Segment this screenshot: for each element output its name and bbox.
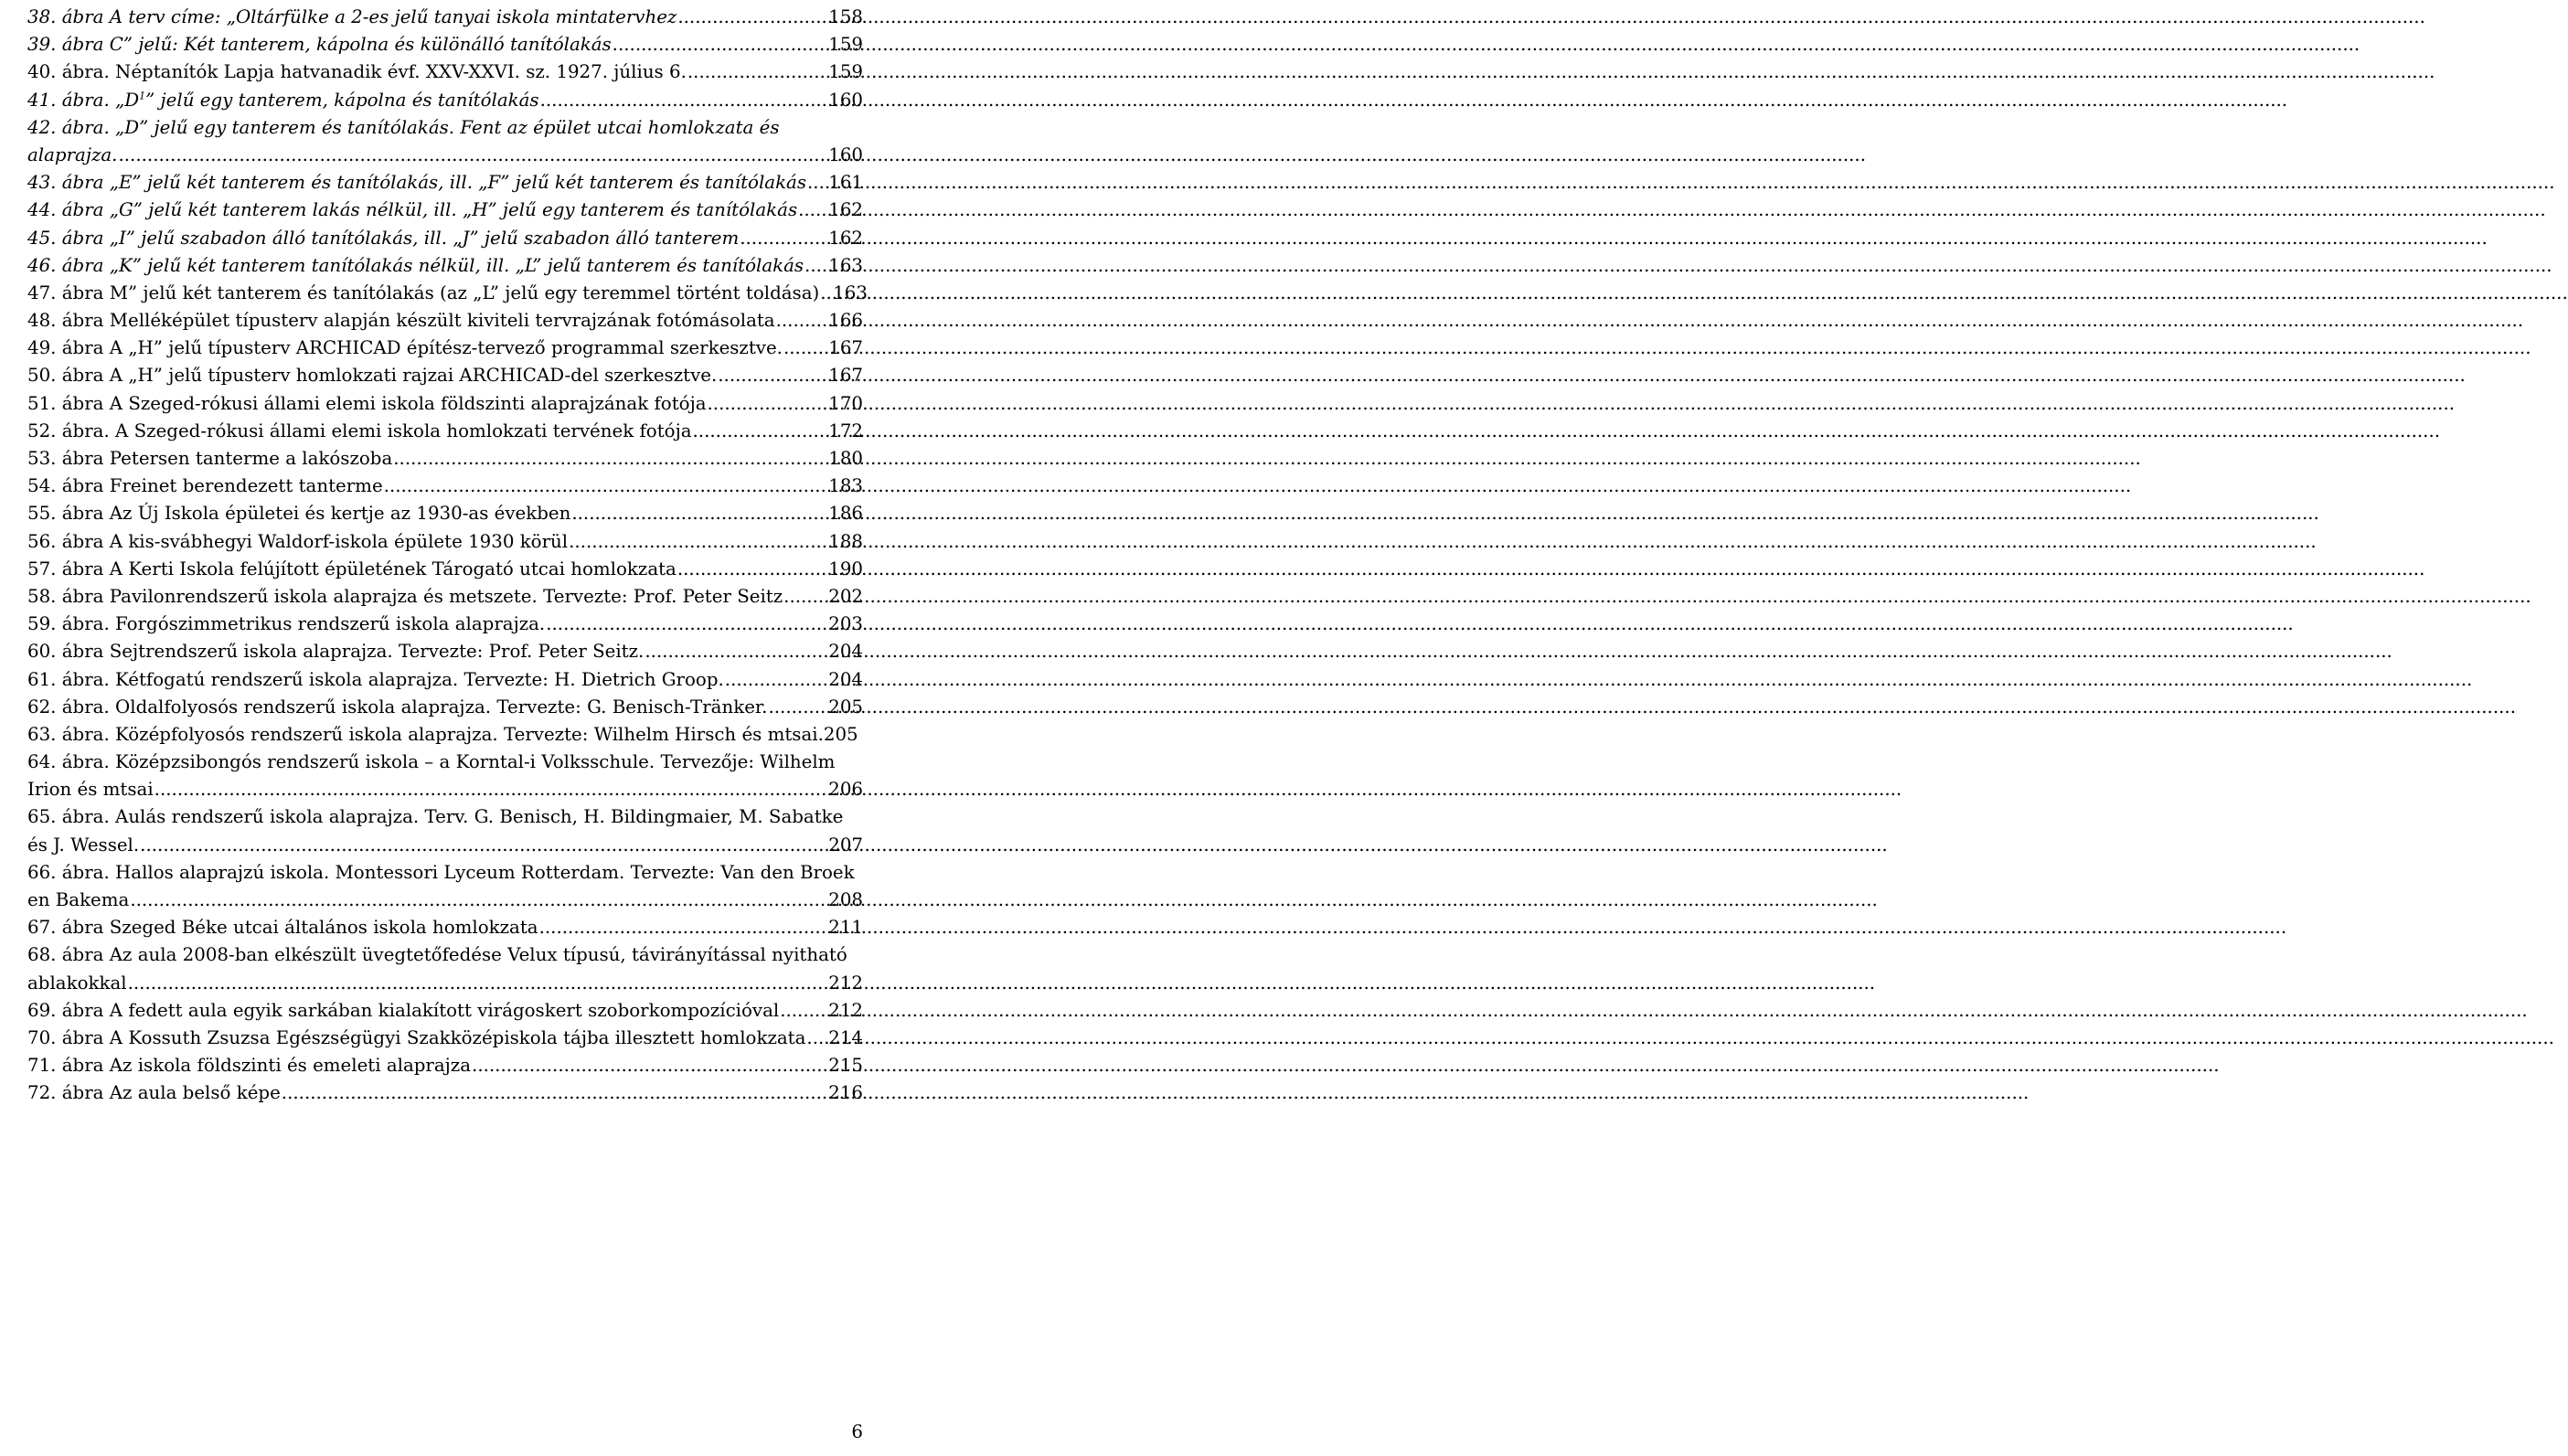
toc-entry[interactable] bbox=[27, 694, 863, 721]
entry-title: 49. ábra A „H” jelű típusterv ARCHICAD építész-tervező programmal szerkesztve. bbox=[27, 337, 783, 359]
dot-leader bbox=[540, 87, 827, 114]
entry-title: 47. ábra M” jelű két tanterem és tanítólakás (az „L” jelű egy teremmel történt toldása) bbox=[27, 282, 820, 303]
dot-leader bbox=[740, 225, 826, 252]
toc-entry[interactable] bbox=[27, 556, 863, 583]
toc-entry[interactable] bbox=[27, 445, 863, 473]
entry-title bbox=[27, 87, 539, 114]
entry-page-number: 159 bbox=[828, 61, 863, 83]
dot-leader bbox=[130, 887, 826, 914]
dot-leader bbox=[783, 583, 826, 611]
entry-title-line1: 66. ábra. Hallos alaprajzú iskola. Montessori Lyceum Rotterdam. Tervezte: Van den Broek bbox=[27, 861, 855, 883]
entry-title: 71. ábra Az iskola földszinti és emeleti alaprajza bbox=[27, 1055, 472, 1077]
entry-page-number: 170 bbox=[828, 392, 863, 414]
entry-page-number: 180 bbox=[828, 448, 863, 469]
entry-page-number: 162 bbox=[828, 199, 863, 221]
toc-entry[interactable] bbox=[27, 500, 863, 527]
dot-leader bbox=[155, 776, 827, 803]
entry-title-line1: 65. ábra. Aulás rendszerű iskola alaprajza. Terv. G. Benisch, H. Bildingmaier, M. Sabatke bbox=[27, 806, 844, 828]
entry-page-number: 206 bbox=[828, 779, 863, 801]
entry-title: 57. ábra A Kerti Iskola felújított épületének Tárogató utcai homlokzata bbox=[27, 558, 677, 579]
dot-leader bbox=[806, 1025, 826, 1052]
entry-title: 69. ábra A fedett aula egyik sarkában kialakított virágoskert szoborkompozícióval bbox=[27, 999, 780, 1021]
dot-leader bbox=[693, 418, 827, 445]
dot-leader bbox=[820, 280, 831, 307]
entry-page-number: 208 bbox=[828, 889, 863, 910]
dot-leader bbox=[677, 4, 826, 31]
toc-entry[interactable] bbox=[27, 1025, 863, 1052]
toc-entry[interactable] bbox=[27, 390, 863, 418]
entry-title: 46. ábra „K” jelű két tanterem tanítólakás nélkül, ill. „L” jelű tanterem és tanítólakás bbox=[27, 254, 804, 276]
entry-page-number: 205 bbox=[823, 723, 858, 745]
dot-leader bbox=[140, 832, 826, 859]
entry-page-number: 166 bbox=[828, 310, 863, 332]
entry-title: 53. ábra Petersen tanterme a lakószoba bbox=[27, 448, 393, 469]
entry-page-number: 212 bbox=[828, 972, 863, 994]
entry-title-line2: Irion és mtsai bbox=[27, 779, 154, 801]
dot-leader bbox=[546, 611, 826, 638]
toc-entry[interactable] bbox=[27, 473, 863, 500]
dot-leader bbox=[783, 335, 826, 362]
toc-entry[interactable] bbox=[27, 859, 863, 914]
entry-page-number: 159 bbox=[828, 34, 863, 56]
toc-entry[interactable] bbox=[27, 335, 863, 362]
entry-page-number: 167 bbox=[828, 365, 863, 387]
dot-leader bbox=[776, 307, 827, 335]
entry-page-number: 163 bbox=[828, 254, 863, 276]
dot-leader bbox=[708, 390, 827, 418]
entry-title: 48. ábra Melléképület típusterv alapján készült kiviteli tervrajzának fotómásolata bbox=[27, 310, 775, 332]
entry-page-number: 216 bbox=[828, 1082, 863, 1104]
dot-leader bbox=[393, 445, 826, 473]
dot-leader bbox=[798, 197, 826, 224]
entry-title: 70. ábra A Kossuth Zsuzsa Egészségügyi Szakközépiskola tájba illesztett homlokzata bbox=[27, 1026, 806, 1048]
entry-page-number: 205 bbox=[828, 696, 863, 717]
page-number: 6 bbox=[851, 1421, 863, 1442]
entry-page-number: 188 bbox=[828, 530, 863, 552]
entry-page-number: 203 bbox=[828, 613, 863, 635]
entry-title: 61. ábra. Kétfogatú rendszerű iskola alaprajza. Tervezte: H. Dietrich Groop. bbox=[27, 668, 724, 690]
toc-entry[interactable] bbox=[27, 941, 863, 996]
entry-page-number: 186 bbox=[828, 503, 863, 525]
entry-page-number: 207 bbox=[828, 834, 863, 856]
dot-leader bbox=[687, 58, 826, 86]
entry-title-line2: ablakokkal bbox=[27, 972, 127, 994]
dot-leader bbox=[384, 473, 827, 500]
entry-title-line1: 42. ábra. „D” jelű egy tanterem és tanítólakás. Fent az épület utcai homlokzata és bbox=[27, 116, 780, 138]
toc-entry[interactable] bbox=[27, 749, 863, 803]
entry-title: 62. ábra. Oldalfolyosós rendszerű iskola alaprajza. Tervezte: G. Benisch-Tränker. bbox=[27, 696, 768, 717]
figure-list bbox=[27, 4, 868, 1108]
entry-title: 56. ábra A kis-svábhegyi Waldorf-iskola épülete 1930 körül bbox=[27, 530, 569, 552]
dot-leader bbox=[569, 528, 826, 556]
entry-page-number: 160 bbox=[828, 89, 863, 111]
toc-entry[interactable] bbox=[27, 418, 863, 445]
entry-title: 40. ábra. Néptanítók Lapja hatvanadik évf. XXV-XXVI. sz. 1927. július 6. bbox=[27, 61, 687, 83]
dot-leader bbox=[613, 31, 827, 58]
entry-title-line1: 68. ábra Az aula 2008-ban elkészült üvegtetőfedése Velux típusú, távirányítással nyitható bbox=[27, 944, 847, 966]
entry-page-number: 160 bbox=[828, 143, 863, 165]
dot-leader bbox=[282, 1079, 826, 1107]
entry-page-number: 158 bbox=[828, 6, 863, 27]
toc-entry[interactable] bbox=[27, 58, 863, 86]
toc-entry[interactable] bbox=[27, 4, 863, 31]
entry-page-number: 212 bbox=[828, 999, 863, 1021]
entry-title: 39. ábra C” jelű: Két tanterem, kápolna és különálló tanítólakás bbox=[27, 34, 612, 56]
entry-page-number: 167 bbox=[828, 337, 863, 359]
dot-leader bbox=[118, 142, 826, 169]
entry-page-number: 163 bbox=[833, 282, 868, 303]
toc-entry[interactable] bbox=[27, 114, 863, 169]
toc-entry[interactable] bbox=[27, 31, 863, 58]
entry-page-number: 204 bbox=[828, 668, 863, 690]
dot-leader bbox=[128, 970, 827, 997]
entry-title-part: ” jelű egy tanterem, kápolna és tanítólakás bbox=[145, 89, 539, 111]
dot-leader bbox=[725, 666, 826, 694]
entry-page-number: 161 bbox=[828, 172, 863, 194]
toc-entry[interactable] bbox=[27, 87, 863, 114]
entry-title: 59. ábra. Forgószimmetrikus rendszerű iskola alaprajza. bbox=[27, 613, 546, 635]
entry-title-line2: és J. Wessel. bbox=[27, 834, 140, 856]
entry-title: 60. ábra Sejtrendszerű iskola alaprajza. Tervezte: Prof. Peter Seitz. bbox=[27, 641, 645, 663]
entry-title: 58. ábra Pavilonrendszerű iskola alaprajza és metszete. Tervezte: Prof. Peter Seitz bbox=[27, 585, 783, 607]
entry-title-part: 41. ábra. „D bbox=[27, 89, 140, 111]
entry-page-number: 202 bbox=[828, 585, 863, 607]
dot-leader bbox=[780, 997, 826, 1025]
entry-title-line2: en Bakema bbox=[27, 889, 130, 910]
entry-title-line2: alaprajza. bbox=[27, 143, 118, 165]
toc-entry[interactable] bbox=[27, 638, 863, 665]
dot-leader bbox=[677, 556, 826, 583]
entry-page-number: 172 bbox=[828, 420, 863, 441]
entry-page-number: 162 bbox=[828, 227, 863, 249]
toc-entry[interactable] bbox=[27, 362, 863, 389]
dot-leader bbox=[718, 362, 826, 389]
toc-entry[interactable] bbox=[27, 803, 863, 858]
superscript: 1 bbox=[139, 89, 146, 101]
entry-page-number: 204 bbox=[828, 641, 863, 663]
toc-entry[interactable] bbox=[27, 1079, 863, 1107]
dot-leader bbox=[571, 500, 826, 527]
dot-leader bbox=[804, 252, 826, 280]
entry-title-line1: 64. ábra. Középzsibongós rendszerű iskola – a Korntal-i Volksschule. Tervezője: Wilhelm bbox=[27, 751, 836, 773]
entry-title: 43. ábra „E” jelű két tanterem és tanítólakás, ill. „F” jelű két tanterem és tanítólakás bbox=[27, 172, 807, 194]
dot-leader bbox=[768, 694, 826, 721]
entry-title: 55. ábra Az Új Iskola épületei és kertje az 1930-as években bbox=[27, 503, 571, 525]
entry-title: 54. ábra Freinet berendezett tanterme bbox=[27, 475, 383, 497]
dot-leader bbox=[472, 1052, 826, 1079]
toc-entry[interactable] bbox=[27, 197, 863, 224]
toc-entry[interactable] bbox=[27, 666, 863, 694]
toc-entry[interactable] bbox=[27, 997, 863, 1025]
toc-entry[interactable] bbox=[27, 169, 863, 197]
entry-page-number: 215 bbox=[828, 1055, 863, 1077]
entry-title: 51. ábra A Szeged-rókusi állami elemi iskola földszinti alaprajzának fotója bbox=[27, 392, 707, 414]
toc-entry[interactable] bbox=[27, 721, 863, 749]
entry-title: 63. ábra. Középfolyosós rendszerű iskola alaprajza. Tervezte: Wilhelm Hirsch és mtsai. bbox=[27, 723, 824, 745]
entry-page-number: 183 bbox=[828, 475, 863, 497]
toc-entry[interactable] bbox=[27, 528, 863, 556]
toc-entry[interactable] bbox=[27, 583, 863, 611]
entry-page-number: 214 bbox=[828, 1026, 863, 1048]
dot-leader bbox=[645, 638, 826, 665]
entry-title: 38. ábra A terv címe: „Oltárfülke a 2-es jelű tanyai iskola mintatervhez bbox=[27, 6, 677, 27]
toc-entry[interactable] bbox=[27, 280, 868, 307]
toc-entry[interactable] bbox=[27, 611, 863, 638]
entry-title: 45. ábra „I” jelű szabadon álló tanítólakás, ill. „J” jelű szabadon álló tanterem bbox=[27, 227, 740, 249]
entry-title: 44. ábra „G” jelű két tanterem lakás nélkül, ill. „H” jelű egy tanterem és tanítólakás bbox=[27, 199, 798, 221]
entry-page-number: 190 bbox=[828, 558, 863, 579]
toc-entry[interactable] bbox=[27, 1052, 863, 1079]
toc-entry[interactable] bbox=[27, 225, 863, 252]
toc-entry[interactable] bbox=[27, 914, 863, 941]
dot-leader bbox=[539, 914, 827, 941]
entry-title: 52. ábra. A Szeged-rókusi állami elemi iskola homlokzati tervének fotója bbox=[27, 420, 692, 441]
entry-page-number: 211 bbox=[828, 917, 863, 939]
toc-entry[interactable] bbox=[27, 307, 863, 335]
entry-title: 67. ábra Szeged Béke utcai általános iskola homlokzata bbox=[27, 917, 538, 939]
entry-title: 50. ábra A „H” jelű típusterv homlokzati rajzai ARCHICAD-del szerkesztve. bbox=[27, 365, 718, 387]
dot-leader bbox=[807, 169, 826, 197]
toc-entry[interactable] bbox=[27, 252, 863, 280]
entry-title: 72. ábra Az aula belső képe bbox=[27, 1082, 281, 1104]
